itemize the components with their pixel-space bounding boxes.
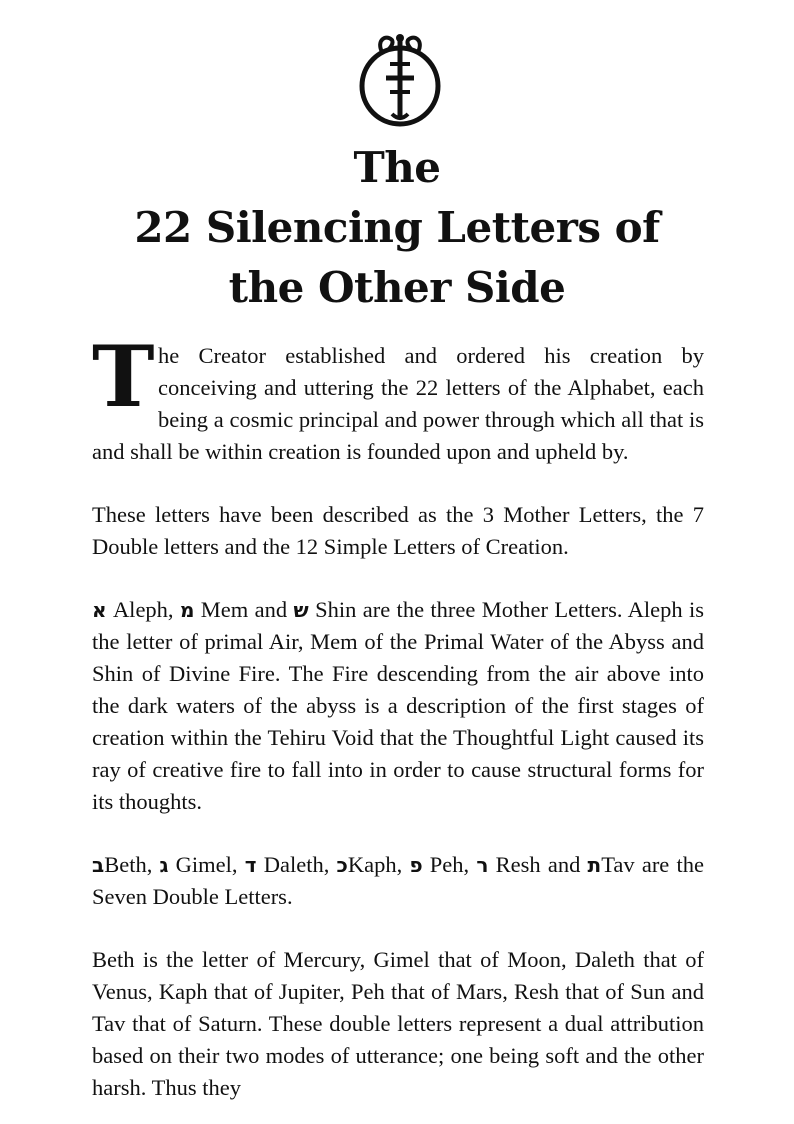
daleth-glyph: ד [244, 853, 257, 877]
title-line-2: 22 Silencing Letters of [134, 203, 660, 252]
kaph-glyph: כ [336, 853, 348, 877]
paragraph-4-part-f: Resh and [488, 852, 588, 877]
beth-glyph: ב [92, 853, 105, 877]
paragraph-2-text: These letters have been described as the 3 Mother Letters, the 7 Double letters and the 12 Simple Letters of Creation. [92, 502, 704, 559]
gimel-glyph: ג [159, 853, 169, 877]
paragraph-4-part-c: Daleth, [256, 852, 337, 877]
paragraph-4-part-d: Kaph, [347, 852, 410, 877]
tav-glyph: ת [587, 853, 602, 877]
title-line-3: the Other Side [228, 263, 566, 312]
paragraph-4-part-e: Peh, [422, 852, 477, 877]
paragraph-mother-letters [92, 594, 704, 818]
title-line-1: The [353, 143, 441, 192]
page-title [0, 138, 794, 318]
paragraph-4-part-a: Beth, [104, 852, 160, 877]
paragraph-4-part-b: Gimel, [168, 852, 245, 877]
paragraph-1-text: he Creator established and ordered his creation by conceiving and uttering the 22 letters of the Alphabet, each being a cosmic principal and power through which all that is and shall be within creation is founded upon and upheld by. [92, 343, 704, 464]
paragraph-3-part-a: Aleph, [106, 597, 180, 622]
aleph-glyph: א [92, 598, 107, 622]
circle-cross-sigil-icon [352, 30, 448, 130]
paragraph-creation [92, 327, 704, 468]
paragraph-letter-groups [92, 499, 704, 563]
paragraph-3-part-b: Mem and [194, 597, 294, 622]
paragraph-3-part-c: Shin are the three Mother Letters. Aleph is the letter of primal Air, Mem of the Primal Water of the Abyss and Shin of Divine Fire. The Fire descending from the air above into the dark waters of the abyss is a description of the first stages of creation within the Tehiru Void that the Thoughtful Light caused its ray of creative fire to fall into in order to cause structural forms for its thoughts. [92, 597, 704, 814]
resh-glyph: ר [476, 853, 489, 877]
paragraph-double-letters [92, 849, 704, 913]
body-text [92, 327, 704, 1104]
mem-glyph: מ [179, 598, 195, 622]
paragraph-planetary-attributions [92, 944, 704, 1104]
drop-cap: T [92, 327, 155, 426]
shin-glyph: ש [293, 598, 309, 622]
paragraph-4-part-g: Tav are the Seven Double Letters. [92, 852, 704, 909]
paragraph-5-text: Beth is the letter of Mercury, Gimel that of Moon, Daleth that of Venus, Kaph that of Jupiter, Peh that of Mars, Resh that of Sun and Tav that of Saturn. These double letters represent a dual attribution based on their two modes of utterance; one being soft and the other harsh. Thus they [92, 947, 704, 1100]
peh-glyph: פ [409, 853, 423, 877]
